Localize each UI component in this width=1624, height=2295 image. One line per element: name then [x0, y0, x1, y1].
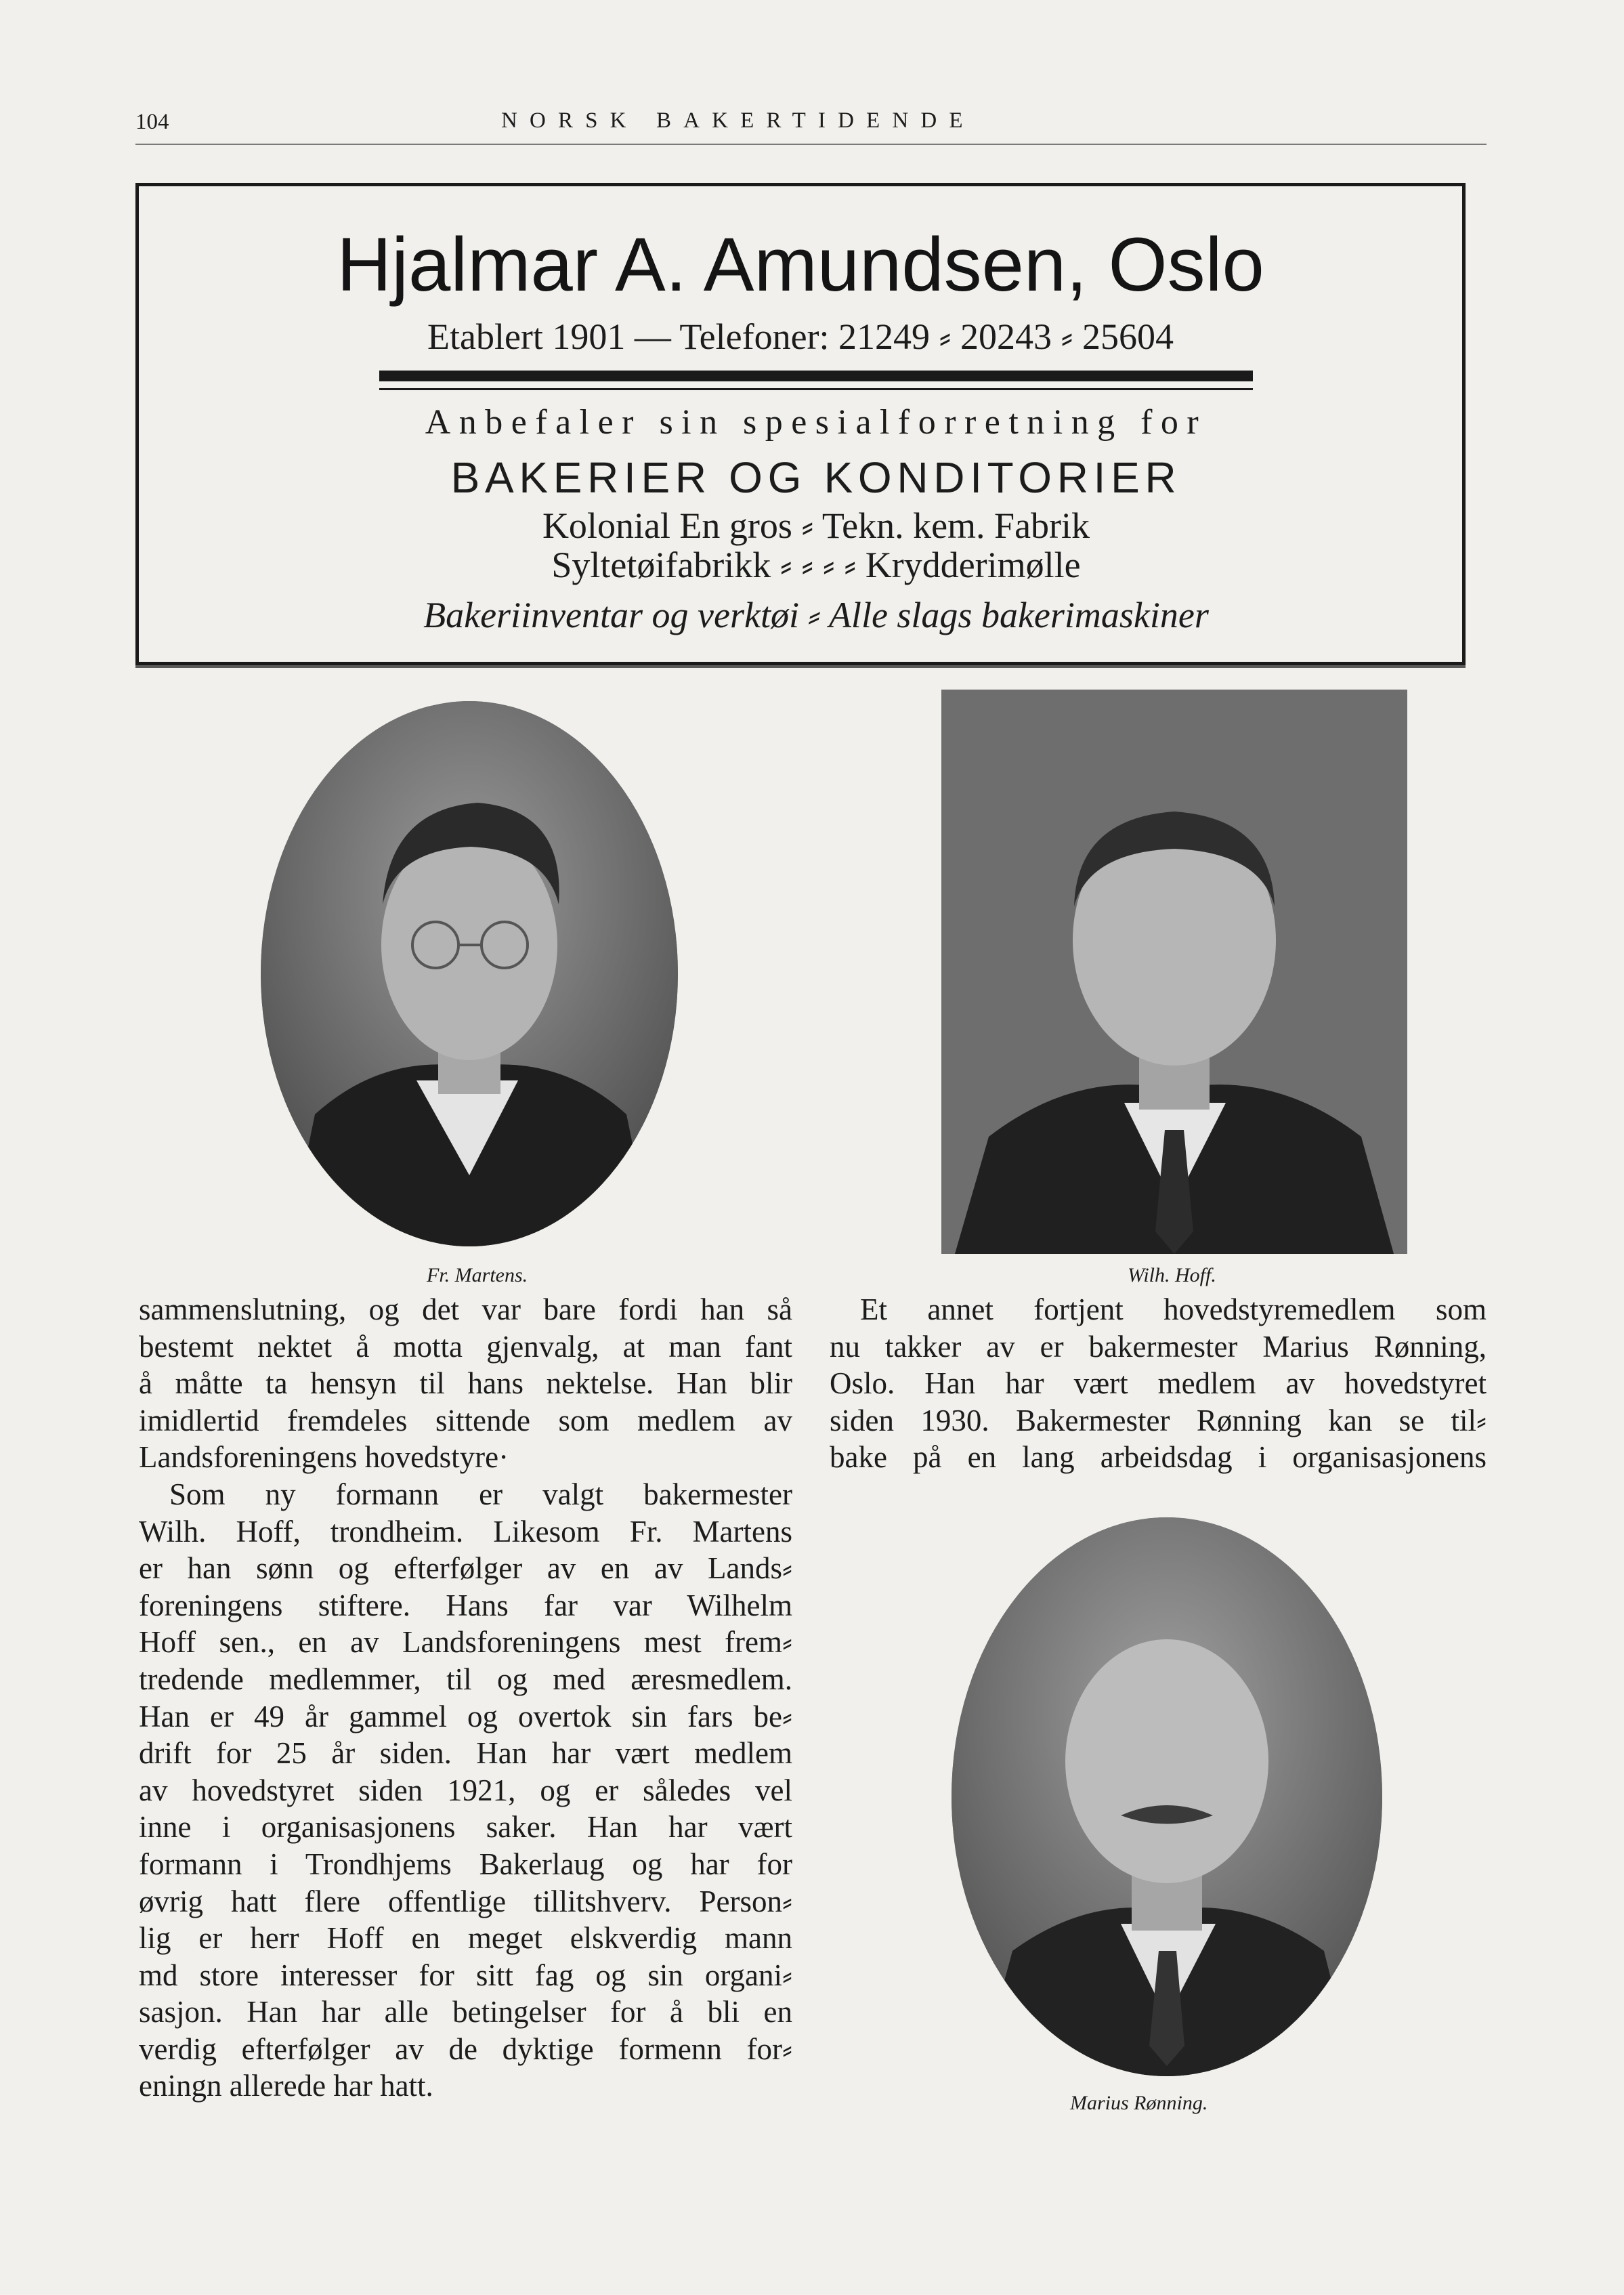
page-number: 104	[135, 110, 169, 134]
right-text-column	[830, 1291, 1487, 1476]
text-line: Han er 49 år gammel og overtok sin fars be⸗	[139, 1699, 792, 1733]
text-line: tredende medlemmer, til og med æresmedlem.	[139, 1662, 792, 1696]
text-line: Wilh. Hoff, trondheim. Likesom Fr. Martens	[139, 1514, 792, 1549]
text-line: bestemt nektet å motta gjenvalg, at man fant	[139, 1329, 792, 1364]
text-line: inne i organisasjonens saker. Han har vært	[139, 1810, 792, 1845]
ad-products-line-3: Bakeriinventar og verktøi ⸗ Alle slags bakerimaskiner	[423, 595, 1209, 635]
ad-products-line-1: Kolonial En gros ⸗ Tekn. kem. Fabrik	[542, 505, 1090, 546]
text-line: md store interesser for sitt fag og sin organi⸗	[139, 1958, 792, 1992]
ad-bottom-rule	[135, 665, 1466, 668]
ad-company-name: Hjalmar A. Amundsen, Oslo	[337, 222, 1264, 307]
text-line: bake på en lang arbeidsdag i organisasjonens	[830, 1440, 1487, 1475]
text-line: å måtte ta hensyn til hans nektelse. Han blir	[139, 1366, 792, 1401]
ad-trade-heading: BAKERIER OG KONDITORIER	[450, 453, 1182, 502]
text-line: er han sønn og efterfølger av en av Lands⸗	[139, 1551, 792, 1586]
text-line: Et annet fortjent hovedstyremedlem som	[860, 1292, 1487, 1326]
text-line: sammenslutning, og det var bare fordi han så	[139, 1292, 792, 1326]
caption-martens: Fr. Martens.	[427, 1264, 528, 1286]
left-paragraph-1	[139, 1291, 792, 1476]
text-line: verdig efterfølger av de dyktige formenn for⸗	[139, 2031, 792, 2066]
ad-thick-rule	[379, 371, 1253, 381]
ad-recommend-line: Anbefaler sin spesialforretning for	[425, 403, 1208, 442]
left-text-column	[139, 1291, 792, 2105]
ad-thin-rule	[379, 388, 1253, 390]
text-line: Oslo. Han har vært medlem av hovedstyret	[830, 1366, 1487, 1401]
text-line: av hovedstyret siden 1921, og er således vel	[139, 1773, 792, 1807]
header-rule	[135, 144, 1487, 145]
right-paragraph-1	[830, 1291, 1487, 1476]
ad-products-line-2: Syltetøifabrikk ⸗ ⸗ ⸗ ⸗ Krydderimølle	[551, 545, 1081, 585]
portrait-photo-ronning	[952, 1517, 1382, 2076]
text-line: nu takker av er bakermester Marius Rønning,	[830, 1329, 1487, 1364]
portrait-photo-hoff	[941, 690, 1407, 1254]
text-line: Landsforeningens hovedstyre·	[139, 1440, 509, 1475]
text-line: formann i Trondhjems Bakerlaug og har for	[139, 1847, 792, 1881]
ad-established-phones: Etablert 1901 — Telefoner: 21249 ⸗ 20243 ⸗ 25604	[427, 316, 1174, 357]
advertisement-box	[135, 183, 1466, 665]
text-line: øvrig hatt flere offentlige tillitshverv. Person⸗	[139, 1884, 792, 1918]
portrait-photo-martens	[261, 701, 678, 1246]
text-line: Hoff sen., en av Landsforeningens mest frem⸗	[139, 1625, 792, 1660]
caption-hoff: Wilh. Hoff.	[1128, 1264, 1216, 1286]
text-line: drift for 25 år siden. Han har vært medlem	[139, 1736, 792, 1771]
text-line: Som ny formann er valgt bakermester	[169, 1477, 792, 1511]
text-line: siden 1930. Bakermester Rønning kan se til⸗	[830, 1403, 1487, 1437]
text-line: lig er herr Hoff en meget elskverdig mann	[139, 1921, 792, 1956]
text-line: imidlertid fremdeles sittende som medlem av	[139, 1403, 792, 1437]
text-line: eningn allerede har hatt.	[139, 2069, 433, 2103]
text-line: sasjon. Han har alle betingelser for å bli en	[139, 1995, 792, 2029]
running-title: NORSK BAKERTIDENDE	[501, 108, 975, 133]
left-paragraph-2	[139, 1476, 792, 2105]
caption-ronning: Marius Rønning.	[1070, 2092, 1208, 2114]
text-line: foreningens stiftere. Hans far var Wilhelm	[139, 1588, 792, 1622]
